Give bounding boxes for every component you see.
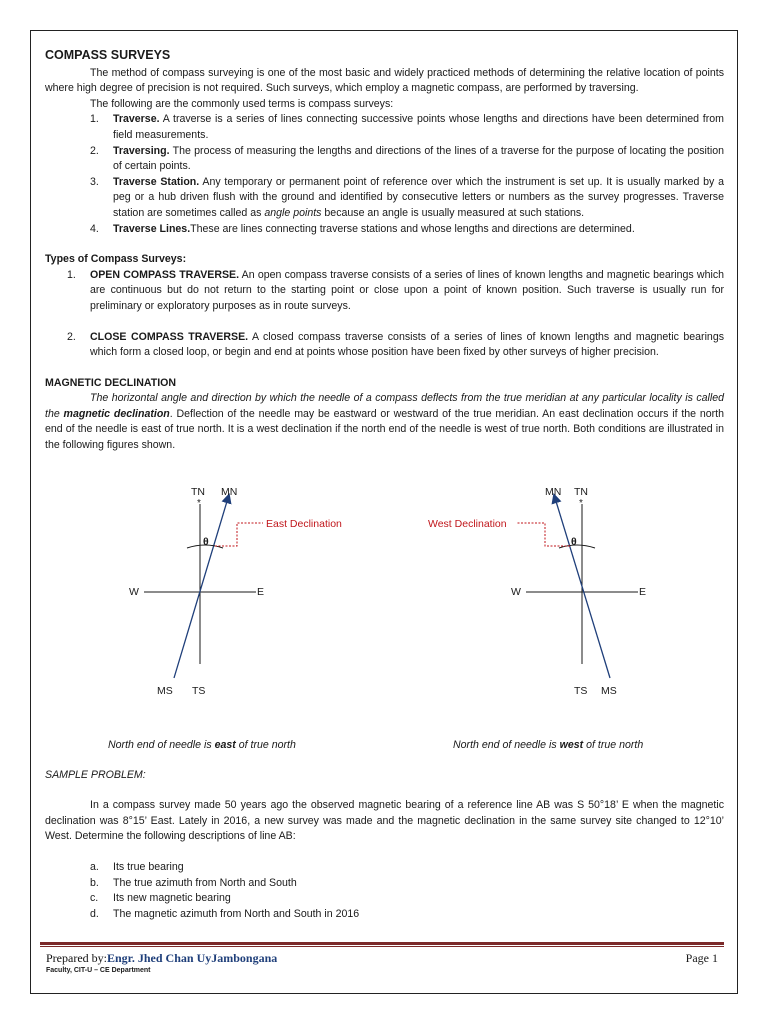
e-label: E <box>257 585 265 598</box>
ts-label: TS <box>192 684 206 697</box>
ts-label: TS <box>574 684 588 697</box>
west-declination-diagram <box>428 486 646 697</box>
list-item: 1. OPEN COMPASS TRAVERSE. An open compass traverse consists of a series of lines of known lengths and magnetic bearings which are continuous but do not return to the starting point or close upon a point of known position. Such traverse is usually run for preliminary or exploratory purposes as in route surveys. <box>67 268 725 312</box>
list-item: 1. Traverse. A traverse is a series of lines connecting successive points whose lengths and directions have been determined from field measurements. <box>90 113 724 141</box>
tn-star: * <box>197 497 201 509</box>
declination-heading: MAGNETIC DECLINATION <box>45 376 177 389</box>
ms-label: MS <box>601 684 617 697</box>
faculty-line: Faculty, CIT-U – CE Department <box>46 967 151 974</box>
figure-captions <box>45 738 724 758</box>
declination-arc <box>559 545 595 548</box>
terms-list <box>45 112 724 237</box>
page-footer <box>46 951 722 974</box>
list-item: 2. CLOSE COMPASS TRAVERSE. A closed compass traverse consists of a series of lines of known lengths and magnetic bearings which form a closed loop, or begin and end at points whose position have been fixed by other surveys of higher precision. <box>67 330 725 359</box>
declination-diagram <box>45 468 724 738</box>
list-item: 2. Traversing. The process of measuring the lengths and directions of the lines of a traverse for the purpose of locating the position of certain points. <box>90 144 724 173</box>
prepared-by: Prepared by:Engr. Jhed Chan UyJambongana <box>46 951 278 965</box>
mn-label: MN <box>545 485 562 498</box>
tn-star: * <box>579 497 583 509</box>
footer-rule <box>40 942 724 945</box>
types-heading: Types of Compass Surveys: <box>45 253 187 266</box>
list-item: c. Its new magnetic bearing <box>90 892 231 905</box>
magnetic-needle-line <box>174 498 228 678</box>
page-number: Page 1 <box>685 951 718 965</box>
document-body <box>45 48 724 922</box>
ms-label: MS <box>157 684 173 697</box>
intro-paragraph: The method of compass surveying is one of the most basic and widely practiced methods of determining the relative location of points where high degree of precision is not required. Such surveys, which employ a magnetic compass, are performed by traversing. <box>45 66 724 95</box>
declination-figure <box>45 468 724 738</box>
theta-label: θ <box>571 535 577 548</box>
list-item: 4. Traverse Lines.These are lines connecting traverse stations and whose lengths and directions are determined. <box>90 222 635 235</box>
leader-line <box>215 523 263 546</box>
w-label: W <box>129 585 139 598</box>
caption-west: North end of needle is west of true north <box>453 738 644 751</box>
theta-label: θ <box>203 535 209 548</box>
list-item: b. The true azimuth from North and South <box>90 876 297 889</box>
list-item: 3. Traverse Station. Any temporary or permanent point of reference over which the instrument is set up. It is usually marked by a peg or a hub driven flush with the ground and identified by consecutive letters or numbers as the survey progresses. Traverse station are sometimes called as angle points because an angle is usually measured at such stations. <box>90 175 724 219</box>
w-label: W <box>511 585 521 598</box>
mn-label: MN <box>221 485 238 498</box>
sample-problem-heading: SAMPLE PROBLEM: <box>45 768 146 781</box>
sample-problem-text: In a compass survey made 50 years ago the observed magnetic bearing of a reference line AB was S 50°18’ E when the magnetic declination was 8°15’ East. Lately in 2016, a new survey was made and the magnetic declination in the same survey site changed to 12°10’ West. Determine the following descriptions of line AB: <box>45 799 724 843</box>
east-declination-diagram <box>129 486 342 697</box>
leader-line <box>517 523 570 546</box>
tn-label: TN <box>574 485 588 498</box>
east-declination-label: East Declination <box>266 517 342 530</box>
e-label: E <box>639 585 647 598</box>
terms-intro: The following are the commonly used terms is compass surveys: <box>90 97 394 110</box>
tn-label: TN <box>191 485 205 498</box>
footer-rule-thin <box>40 946 724 947</box>
page-title: COMPASS SURVEYS <box>45 48 171 62</box>
list-item: d. The magnetic azimuth from North and South in 2016 <box>90 907 360 920</box>
west-declination-label: West Declination <box>428 517 507 530</box>
questions-list <box>45 860 724 922</box>
list-item: a. Its true bearing <box>90 861 184 874</box>
caption-east: North end of needle is east of true north <box>108 738 296 751</box>
declination-paragraph: The horizontal angle and direction by which the needle of a compass deflects from the true meridian at any particular locality is called the magnetic declination. Deflection of the needle may be eastward or westward of the true meridian. An east declination occurs if the north end of the needle is east of true north. It is a west declination if the north end of the needle is west of true north. Both conditions are illustrated in the following figures shown. <box>45 392 724 452</box>
